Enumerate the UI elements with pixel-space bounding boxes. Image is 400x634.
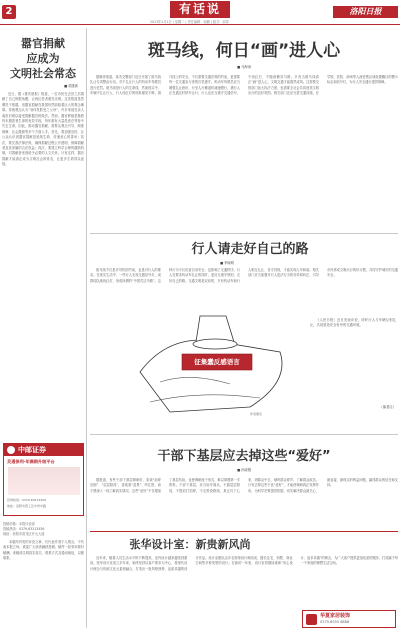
stamp-illustration (130, 312, 300, 426)
quote-text: 《人民日报》近日发表评论，呼吁行人与车辆互相礼让，共同营造安全有序的交通环境。 (310, 318, 396, 328)
feature-4-title: 张华设计室：新贵新风尚 (129, 538, 251, 551)
feature-3-body: 据报道，有些干部下基层调研时，喜欢“前呼后拥”、“层层陪同”，喜欢看“盆景”、听汇报，而不愿深入一线了解真实情况。这些“爱好”不仅增加了基层负担，也使调研流于形式，难以掌握第一手资料。干部下基层，应当轻车简从，不搞层层陪同，不提前打招呼，不走预设路线，真正沉下心来，到群众中去，倾听群众呼声，了解群众疾苦。只有去掉这些不良“爱好”，才能使调研真正发挥作用，为科学决策提供依据，切实解决群众最关心、最直接、最现实的利益问题，赢得群众的信任和支持。 (90, 478, 398, 493)
feature-1-body: 据媒体报道，某市交警部门近日开展了斑马线礼让专项整治行动，对不礼让行人的机动车驾驶员进行处罚。斑马线是行人的生命线，然而现实中，车辆不礼让行人、行人闯红灯的现象屡见不鲜。斑马线上的安全，不仅需要交通法规的约束，更需要每一位交通参与者的自觉遵守。机动车驾驶员应当增强礼让意识，行至人行横道时减速慢行，遇行人正在通过时停车让行；行人也应当遵守交通信号，不闯红灯、不随意横穿马路。只有当斑马线真正“画”进人心，文明交通才能蔚然成风。这需要交管部门加大执法力度，也需要全社会共同营造文明出行的良好氛围。相关部门还应完善交通设施，在学校、医院、商场等人流密集区域设置醒目的警示标志和信号灯，为行人安全通行提供保障。 (90, 75, 398, 96)
feature-3-byline: ■ 孙晓刚 (236, 468, 252, 472)
divider-2 (90, 434, 398, 435)
feature-1-title: 斑马线，何日“画”进人心 (147, 41, 341, 61)
info-box (3, 522, 84, 630)
left-article-byline: ■ 胡建新 (63, 84, 78, 88)
stamp-text: 征集蠢反感语言 (194, 358, 240, 366)
page-number-badge: 2 (2, 5, 16, 19)
illustration (130, 312, 300, 426)
page-header (0, 0, 400, 22)
feature-1-byline: ■ 马海涛 (236, 65, 252, 69)
left-article (2, 28, 84, 441)
ad-graphic (8, 467, 80, 495)
ad-line-2: 地址：洛阳市西工区中州中路 (7, 504, 47, 508)
section-title: 有话说 (170, 1, 230, 18)
feature-3-title: 干部下基层应去掉这些“爱好” (157, 449, 331, 464)
feature-4-ad-logo: 华夏家居装饰 (320, 613, 351, 619)
feature-4-ad-phone: 0379-6555 8888 (320, 620, 350, 624)
illustration-sign: 作者署名 (250, 412, 263, 416)
left-article-body: 近日，据《重庆晨报》报道，一位市民在去世之后捐献了自己的眼角膜，让两位患者重见光明。这类报道虽然偶见于报端，但器官捐献在我国仍然面临着巨大的观念障碍。传统观念认为“身体发肤受之父母”，许多家庭在亲人离世后难以接受捐献器官的做法。然而，器官移植是挽救终末期患者生命的有效手段，每年都有大量患者在等待中失去生命。因此，推动器官捐献，需要从观念引导、制度保障、社会激励等多个方面入手。首先，要加强宣传，让公众认识到器官捐献是延续生命、传递爱心的善举；其次，要完善法律法规，确保捐献过程公开透明，保障捐献者及其家属的合法权益；再次，要建立科学合理的激励机制，对捐献者家庭给予必要的人文关怀。只有这样，器官捐献才能真正成为文明社会的常态，让更多生命得以延续。 (2, 92, 84, 167)
title-line-2: 应成为 (26, 52, 60, 65)
feature-1 (90, 30, 398, 170)
feature-2 (90, 236, 398, 432)
left-column-divider (86, 28, 87, 628)
feature-4-body: 近年来，随着人们生活水平的不断提高，室内设计越来越受到重视。张华设计室成立多年来，始终坚持以客户需求为中心，将现代设计理念与传统文化元素相融合，打造出一批风格独特、品质卓越的设计作品。设计室团队由多名资深设计师组成，擅长住宅、别墅、商业空间等多种类型的设计。在新的一年里，设计室将继续秉承“用心设计、追求卓越”的理念，为广大客户提供更加优质的服务，打造属于每一个家庭的理想生活空间。 (90, 556, 398, 571)
ad-house-icon (306, 614, 317, 625)
info-line-2: 投稿热线：0379-63213456 (3, 527, 45, 531)
title-line-1: 嚣官捐献 (21, 37, 65, 50)
info-line-3: 地址：洛阳市洛龙区开元大道 (3, 532, 45, 536)
divider-3 (90, 531, 398, 532)
masthead-logo: 洛阳日报 (333, 6, 398, 18)
date-line: 2013年1月1日 | 星期二 | 责任编辑：周鹏 | 版式：邱萍 (150, 20, 229, 24)
ad-header (4, 444, 83, 456)
feature-4 (90, 534, 398, 632)
left-article-title (2, 28, 84, 81)
info-line-1: 投稿信箱：本报评论部 (3, 522, 35, 526)
ad-line-1: 咨询热线：0379-63213456 (7, 498, 46, 502)
title-line-3: 文明社会常态 (10, 67, 76, 80)
header-rule (0, 24, 400, 25)
feature-2-body: 斑马线不仅是对司机的约束，也是对行人的要求。在现实生活中，一些行人无视交通信号灯，成群结队地闯红灯，形成所谓的“中国式过马路”。这种行为不仅危害自身安全，也影响了交通秩序。行人在要求机动车礼让的同时，更应当遵守规则，走好自己的路。交通文明是双向的，只有机动车和行人相互礼让、各守其规，才能实现人车和谐。相关部门应当加强对行人违法行为的劝导和纠正，引导市民养成文明出行的好习惯，共同守护城市的交通安全。 (90, 268, 398, 283)
ad-brand: 中邮证券 (18, 446, 46, 454)
feature-2-title: 行人请走好自己的路 (191, 242, 309, 257)
ad-subtitle: 灵通保利·年满期升级平台 (7, 459, 55, 464)
quote-box (310, 318, 396, 418)
quote-sign: （编者注） (379, 405, 396, 409)
securities-ad (3, 443, 84, 516)
ad-logo-icon (7, 446, 15, 454)
feature-2-byline: ■ 李晓明 (220, 261, 235, 265)
info-body: 本版所刊发的评论文章，仅代表作者个人观点，不代表本报立场。欢迎广大读者踊跃投稿，稿件一经采用即付稿酬。来稿请注明真实姓名、联系方式及通讯地址，以便联系。 (3, 540, 84, 561)
divider-1 (90, 233, 398, 234)
feature-3 (90, 437, 398, 527)
feature-4-ad (302, 610, 396, 628)
